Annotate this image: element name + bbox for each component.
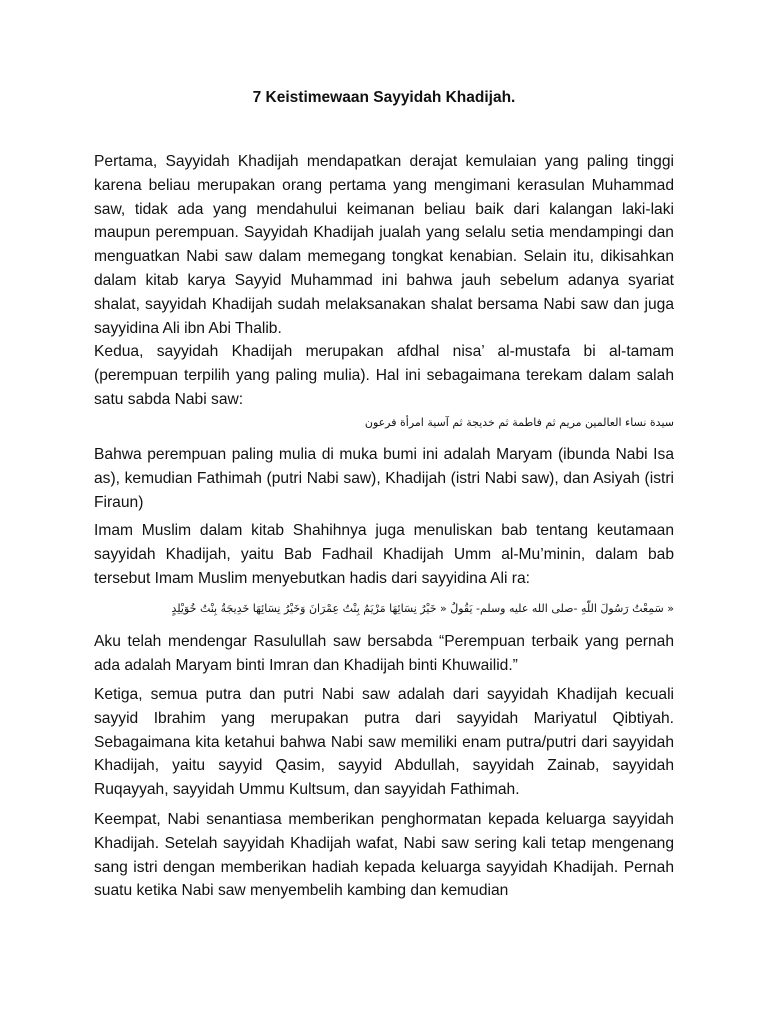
arabic-hadith-quote-1: سيدة نساء العالمين مريم ثم فاطمة ثم خديجة ثم آسية امرأة فرعون bbox=[364, 416, 674, 429]
arabic-hadith-quote-2: « سَمِعْتُ رَسُولَ اللَّهِ -صلى الله عليه وسلم- يَقُولُ « خَيْرُ نِسَائِهَا مَرْيَمُ بِنْتُ عِمْرَانَ وَخَيْرُ نِسَائِهَا خَدِيجَةُ بِنْتُ خُوَيْلِدٍ bbox=[171, 602, 674, 615]
paragraph-kedua: Kedua, sayyidah Khadijah merupakan afdhal nisa’ al-mustafa bi al-tamam (perempuan terpilih yang paling mulia). Hal ini sebagaimana terekam dalam salah satu sabda Nabi saw: bbox=[94, 343, 674, 408]
document-title: 7 Keistimewaan Sayyidah Khadijah. bbox=[252, 89, 516, 106]
paragraph-imam-muslim: Imam Muslim dalam kitab Shahihnya juga menuliskan bab tentang keutamaan sayyidah Khadijah, yaitu Bab Fadhail Khadijah Umm al-Mu’minin, dalam bab tersebut Imam Muslim menyebutkan hadis dari sayyidina Ali ra: bbox=[94, 522, 674, 587]
paragraph-keempat: Keempat, Nabi senantiasa memberikan penghormatan kepada keluarga sayyidah Khadijah. Setelah sayyidah Khadijah wafat, Nabi saw sering kali tetap mengenang sang istri dengan memberikan hadiah kepada keluarga sayyidah Khadijah. Pernah suatu ketika Nabi saw menyembelih kambing dan kemudian bbox=[94, 811, 674, 900]
paragraph-translation-2: Aku telah mendengar Rasulullah saw bersabda “Perempuan terbaik yang pernah ada adalah Maryam binti Imran dan Khadijah binti Khuwailid.” bbox=[94, 633, 674, 674]
paragraph-pertama: Pertama, Sayyidah Khadijah mendapatkan derajat kemulaian yang paling tinggi karena beliau merupakan orang pertama yang mengimani kerasulan Muhammad saw, tidak ada yang mendahului keimanan beliau baik dari kalangan laki-laki maupun perempuan. Sayyidah Khadijah jualah yang selalu setia mendampingi dan menguatkan Nabi saw dalam memegang tongkat kenabian. Selain itu, dikisahkan dalam kitab karya Sayyid Muhammad ini bahwa jauh sebelum adanya syariat shalat, sayyidah Khadijah sudah melaksanakan shalat bersama Nabi saw dan juga sayyidina Ali ibn Abi Thalib. bbox=[94, 153, 674, 337]
paragraph-translation-1: Bahwa perempuan paling mulia di muka bumi ini adalah Maryam (ibunda Nabi Isa as), kemudian Fathimah (putri Nabi saw), Khadijah (istri Nabi saw), dan Asiyah (istri Firaun) bbox=[94, 446, 674, 511]
paragraph-ketiga: Ketiga, semua putra dan putri Nabi saw adalah dari sayyidah Khadijah kecuali sayyid Ibrahim yang merupakan putra dari sayyidah Mariyatul Qibtiyah. Sebagaimana kita ketahui bahwa Nabi saw memiliki enam putra/putri dari sayyidah Khadijah, yaitu sayyid Qasim, sayyid Abdullah, sayyidah Zainab, sayyidah Ruqayyah, sayyidah Ummu Kultsum, dan sayyidah Fathimah. bbox=[94, 686, 674, 799]
